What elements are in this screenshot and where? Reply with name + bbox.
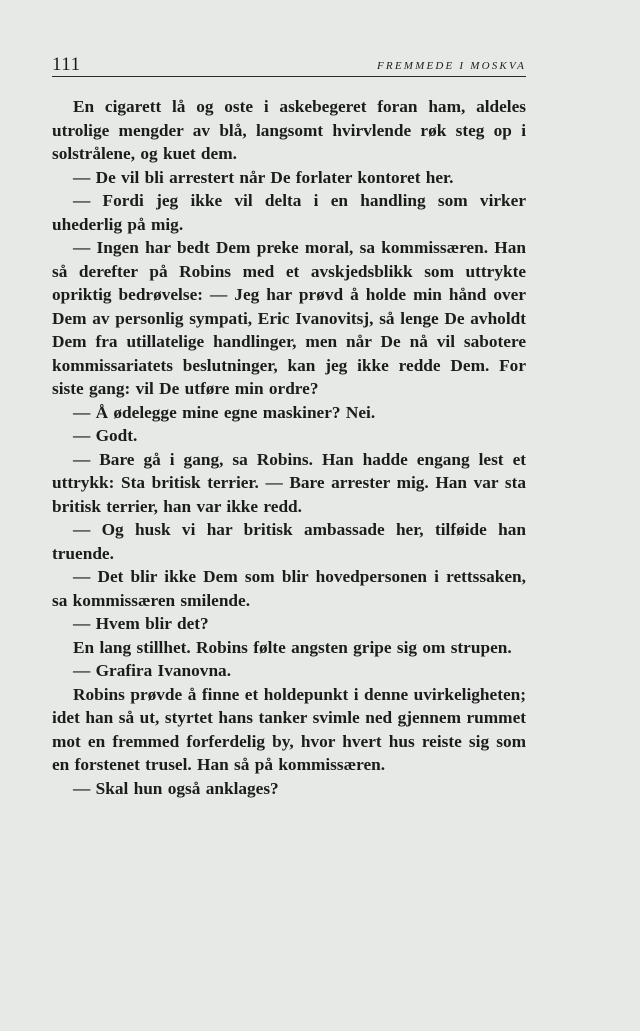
- paragraph: En lang stillhet. Robins følte angsten gripe sig om strupen.: [73, 637, 512, 657]
- running-title: FREMMEDE I MOSKVA: [377, 60, 526, 72]
- running-head: [52, 48, 526, 77]
- paragraph: — Og husk vi har britisk ambassade her, tilføide han truende.: [52, 520, 526, 563]
- paragraph: — Hvem blir det?: [73, 614, 209, 633]
- paragraph: — Godt.: [73, 426, 138, 445]
- page-body: [52, 95, 526, 800]
- paragraph: Robins prøvde å finne et holdepunkt i denne uvirkeligheten; idet han så ut, styrtet hans tanker svimle ned gjennem rummet mot en fremmed forferdelig by, hvor hvert hus reiste sig som en forstenet trusel. Han så på kommissæren.: [52, 684, 526, 774]
- paragraph: — Fordi jeg ikke vil delta i en handling som virker uhederlig på mig.: [52, 191, 526, 234]
- book-page: [52, 48, 526, 800]
- paragraph: — Ingen har bedt Dem preke moral, sa kommissæren. Han så derefter på Robins med et avskjedsblikk som uttrykte opriktig bedrøvelse: — Jeg har prøvd å holde min hånd over Dem av personlig sympati, Eric Ivanovitsj, så lenge De avholdt Dem fra utillatelige handlinger, men når De nå vil sabotere kommissariatets beslutninger, kan jeg ikke redde Dem. For siste gang: vil De utføre min ordre?: [52, 238, 526, 398]
- paragraph: — De vil bli arrestert når De forlater kontoret her.: [73, 167, 454, 187]
- paragraph: — Bare gå i gang, sa Robins. Han hadde engang lest et uttrykk: Sta britisk terrier. — Bare arrester mig. Han var sta britisk terrier, han var ikke redd.: [52, 449, 526, 516]
- page-number: 111: [52, 54, 81, 75]
- paragraph: — Skal hun også anklages?: [73, 778, 279, 798]
- paragraph: — Det blir ikke Dem som blir hovedpersonen i rettssaken, sa kommissæren smilende.: [52, 567, 526, 610]
- paragraph: — Grafira Ivanovna.: [73, 661, 232, 680]
- paragraph: En cigarett lå og oste i askebegeret foran ham, aldeles utrolige mengder av blå, langsomt hvirvlende røk steg op i solstrålene, og kuet dem.: [52, 97, 526, 163]
- paragraph: — Å ødelegge mine egne maskiner? Nei.: [73, 402, 376, 422]
